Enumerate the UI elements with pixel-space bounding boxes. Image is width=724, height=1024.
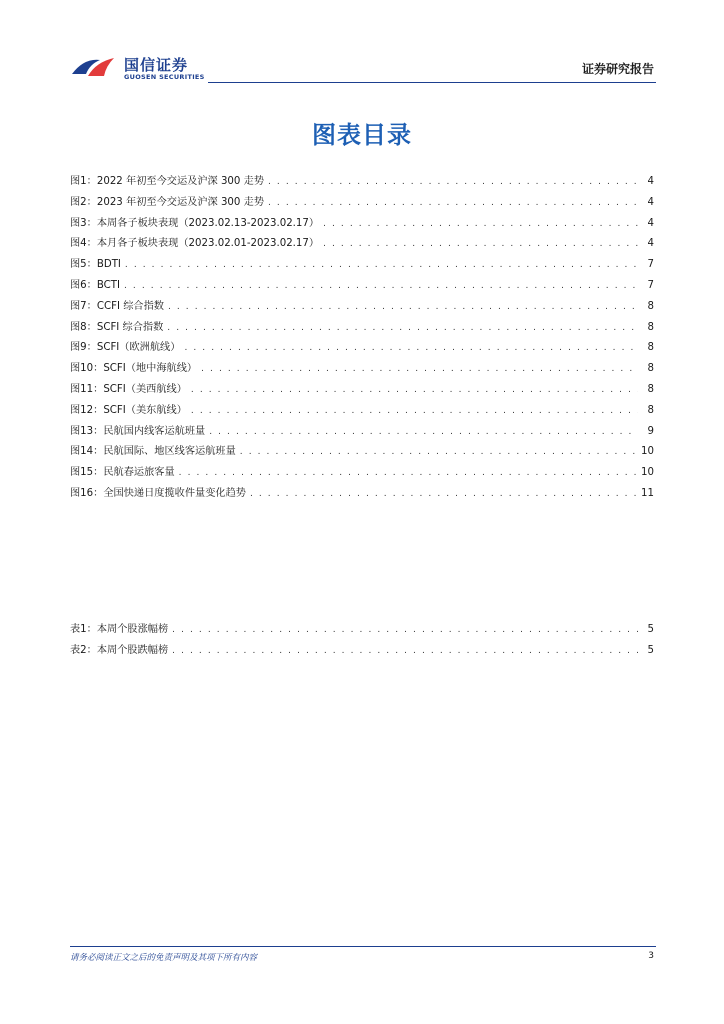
figure-entry[interactable] [70,359,656,380]
entry-page-number: 7 [647,259,654,271]
dot-leader [240,447,637,457]
entry-page-number: 4 [647,217,654,229]
entry-title: CCFI 综合指数 [96,300,164,312]
entry-prefix: 表2： [70,644,97,656]
entry-prefix: 图10： [70,363,104,375]
entry-title: SCFI（美西航线） [103,383,187,395]
footer-divider [70,946,656,947]
dot-leader [323,239,638,249]
entry-prefix: 图12： [70,404,104,416]
figure-entry[interactable] [70,255,656,276]
page-number: 3 [648,951,654,961]
entry-title: 本月各子板块表现（2023.02.01-2023.02.17） [96,238,320,250]
entry-title: SCFI（欧洲航线） [96,342,181,354]
table-entry[interactable] [70,620,656,641]
figure-entry[interactable] [70,276,656,297]
dot-leader [268,177,638,187]
dot-leader [172,625,638,635]
dot-leader [167,323,638,333]
figure-entry[interactable] [70,318,656,339]
entry-page-number: 4 [647,196,654,208]
entry-page-number: 5 [647,624,654,635]
figure-entry[interactable] [70,172,656,193]
entry-title: SCFI 综合指数 [96,321,164,333]
entry-prefix: 图6： [70,279,97,291]
entry-title: BDTI [96,259,121,271]
figure-entry[interactable] [70,234,656,255]
figure-entry[interactable] [70,463,656,484]
entry-title: 2022 年初至今交运及沪深 300 走势 [96,176,265,187]
page-header [70,50,656,84]
entry-title: 本周个股涨幅榜 [96,624,169,635]
entry-page-number: 10 [641,446,654,458]
figure-entry[interactable] [70,422,656,443]
figure-entry[interactable] [70,193,656,214]
dot-leader [184,343,638,353]
entry-page-number: 4 [647,238,654,250]
entry-page-number: 8 [647,383,654,395]
brand-name-en: GUOSEN SECURITIES [124,73,205,81]
dot-leader [201,364,638,374]
entry-prefix: 图15： [70,467,104,479]
figure-entry[interactable] [70,214,656,235]
entry-prefix: 图14： [70,446,104,458]
entry-prefix: 图11： [70,383,104,395]
entry-title: 2023 年初至今交运及沪深 300 走势 [96,196,265,208]
entry-page-number: 4 [647,176,654,187]
figure-entry[interactable] [70,484,656,505]
dot-leader [125,260,638,270]
guosen-logo [70,52,210,82]
entry-page-number: 10 [641,467,654,479]
entry-prefix: 图8： [70,321,97,333]
entry-prefix: 图1： [70,176,97,187]
header-divider [208,82,656,83]
report-type: 证券研究报告 [581,62,654,76]
dot-leader [191,406,638,416]
disclaimer: 请务必阅读正文之后的免责声明及其项下所有内容 [70,953,258,963]
entry-page-number: 11 [641,487,654,499]
entry-title: SCFI（地中海航线） [103,363,198,375]
figure-list [70,172,656,505]
page-title: 图表目录 [312,121,412,149]
figure-entry[interactable] [70,401,656,422]
entry-title: 民航春运旅客量 [103,467,175,479]
entry-prefix: 图7： [70,300,97,312]
guosen-logo-icon [70,54,120,80]
entry-prefix: 图13： [70,425,104,437]
entry-title: 民航国际、地区线客运航班量 [103,446,236,458]
entry-page-number: 8 [647,300,654,312]
figure-entry[interactable] [70,442,656,463]
table-entry[interactable] [70,641,656,662]
entry-title: SCFI（美东航线） [103,404,187,416]
entry-page-number: 8 [647,321,654,333]
dot-leader [323,219,638,229]
entry-title: 本周个股跌幅榜 [96,644,169,656]
entry-title: 本周各子板块表现（2023.02.13-2023.02.17） [96,217,320,229]
entry-page-number: 8 [647,404,654,416]
entry-prefix: 图3： [70,217,97,229]
brand-name-cn: 国信证券 [124,56,189,74]
entry-prefix: 图5： [70,259,97,271]
table-list [70,620,656,662]
entry-page-number: 7 [647,279,654,291]
entry-prefix: 表1： [70,624,97,635]
dot-leader [209,427,638,437]
dot-leader [179,468,637,478]
dot-leader [172,646,638,656]
dot-leader [191,385,638,395]
entry-page-number: 5 [647,644,654,656]
entry-prefix: 图9： [70,342,97,354]
entry-prefix: 图4： [70,238,97,250]
entry-title: 民航国内线客运航班量 [103,425,206,437]
entry-prefix: 图2： [70,196,97,208]
entry-prefix: 图16： [70,487,104,499]
entry-title: BCTI [96,279,121,291]
dot-leader [168,302,638,312]
figure-entry[interactable] [70,380,656,401]
entry-page-number: 9 [647,425,654,437]
figure-entry[interactable] [70,297,656,318]
dot-leader [250,489,637,499]
dot-leader [268,198,638,208]
dot-leader [124,281,638,291]
entry-title: 全国快递日度揽收件量变化趋势 [103,487,246,499]
entry-page-number: 8 [647,363,654,375]
entry-page-number: 8 [647,342,654,354]
figure-entry[interactable] [70,338,656,359]
